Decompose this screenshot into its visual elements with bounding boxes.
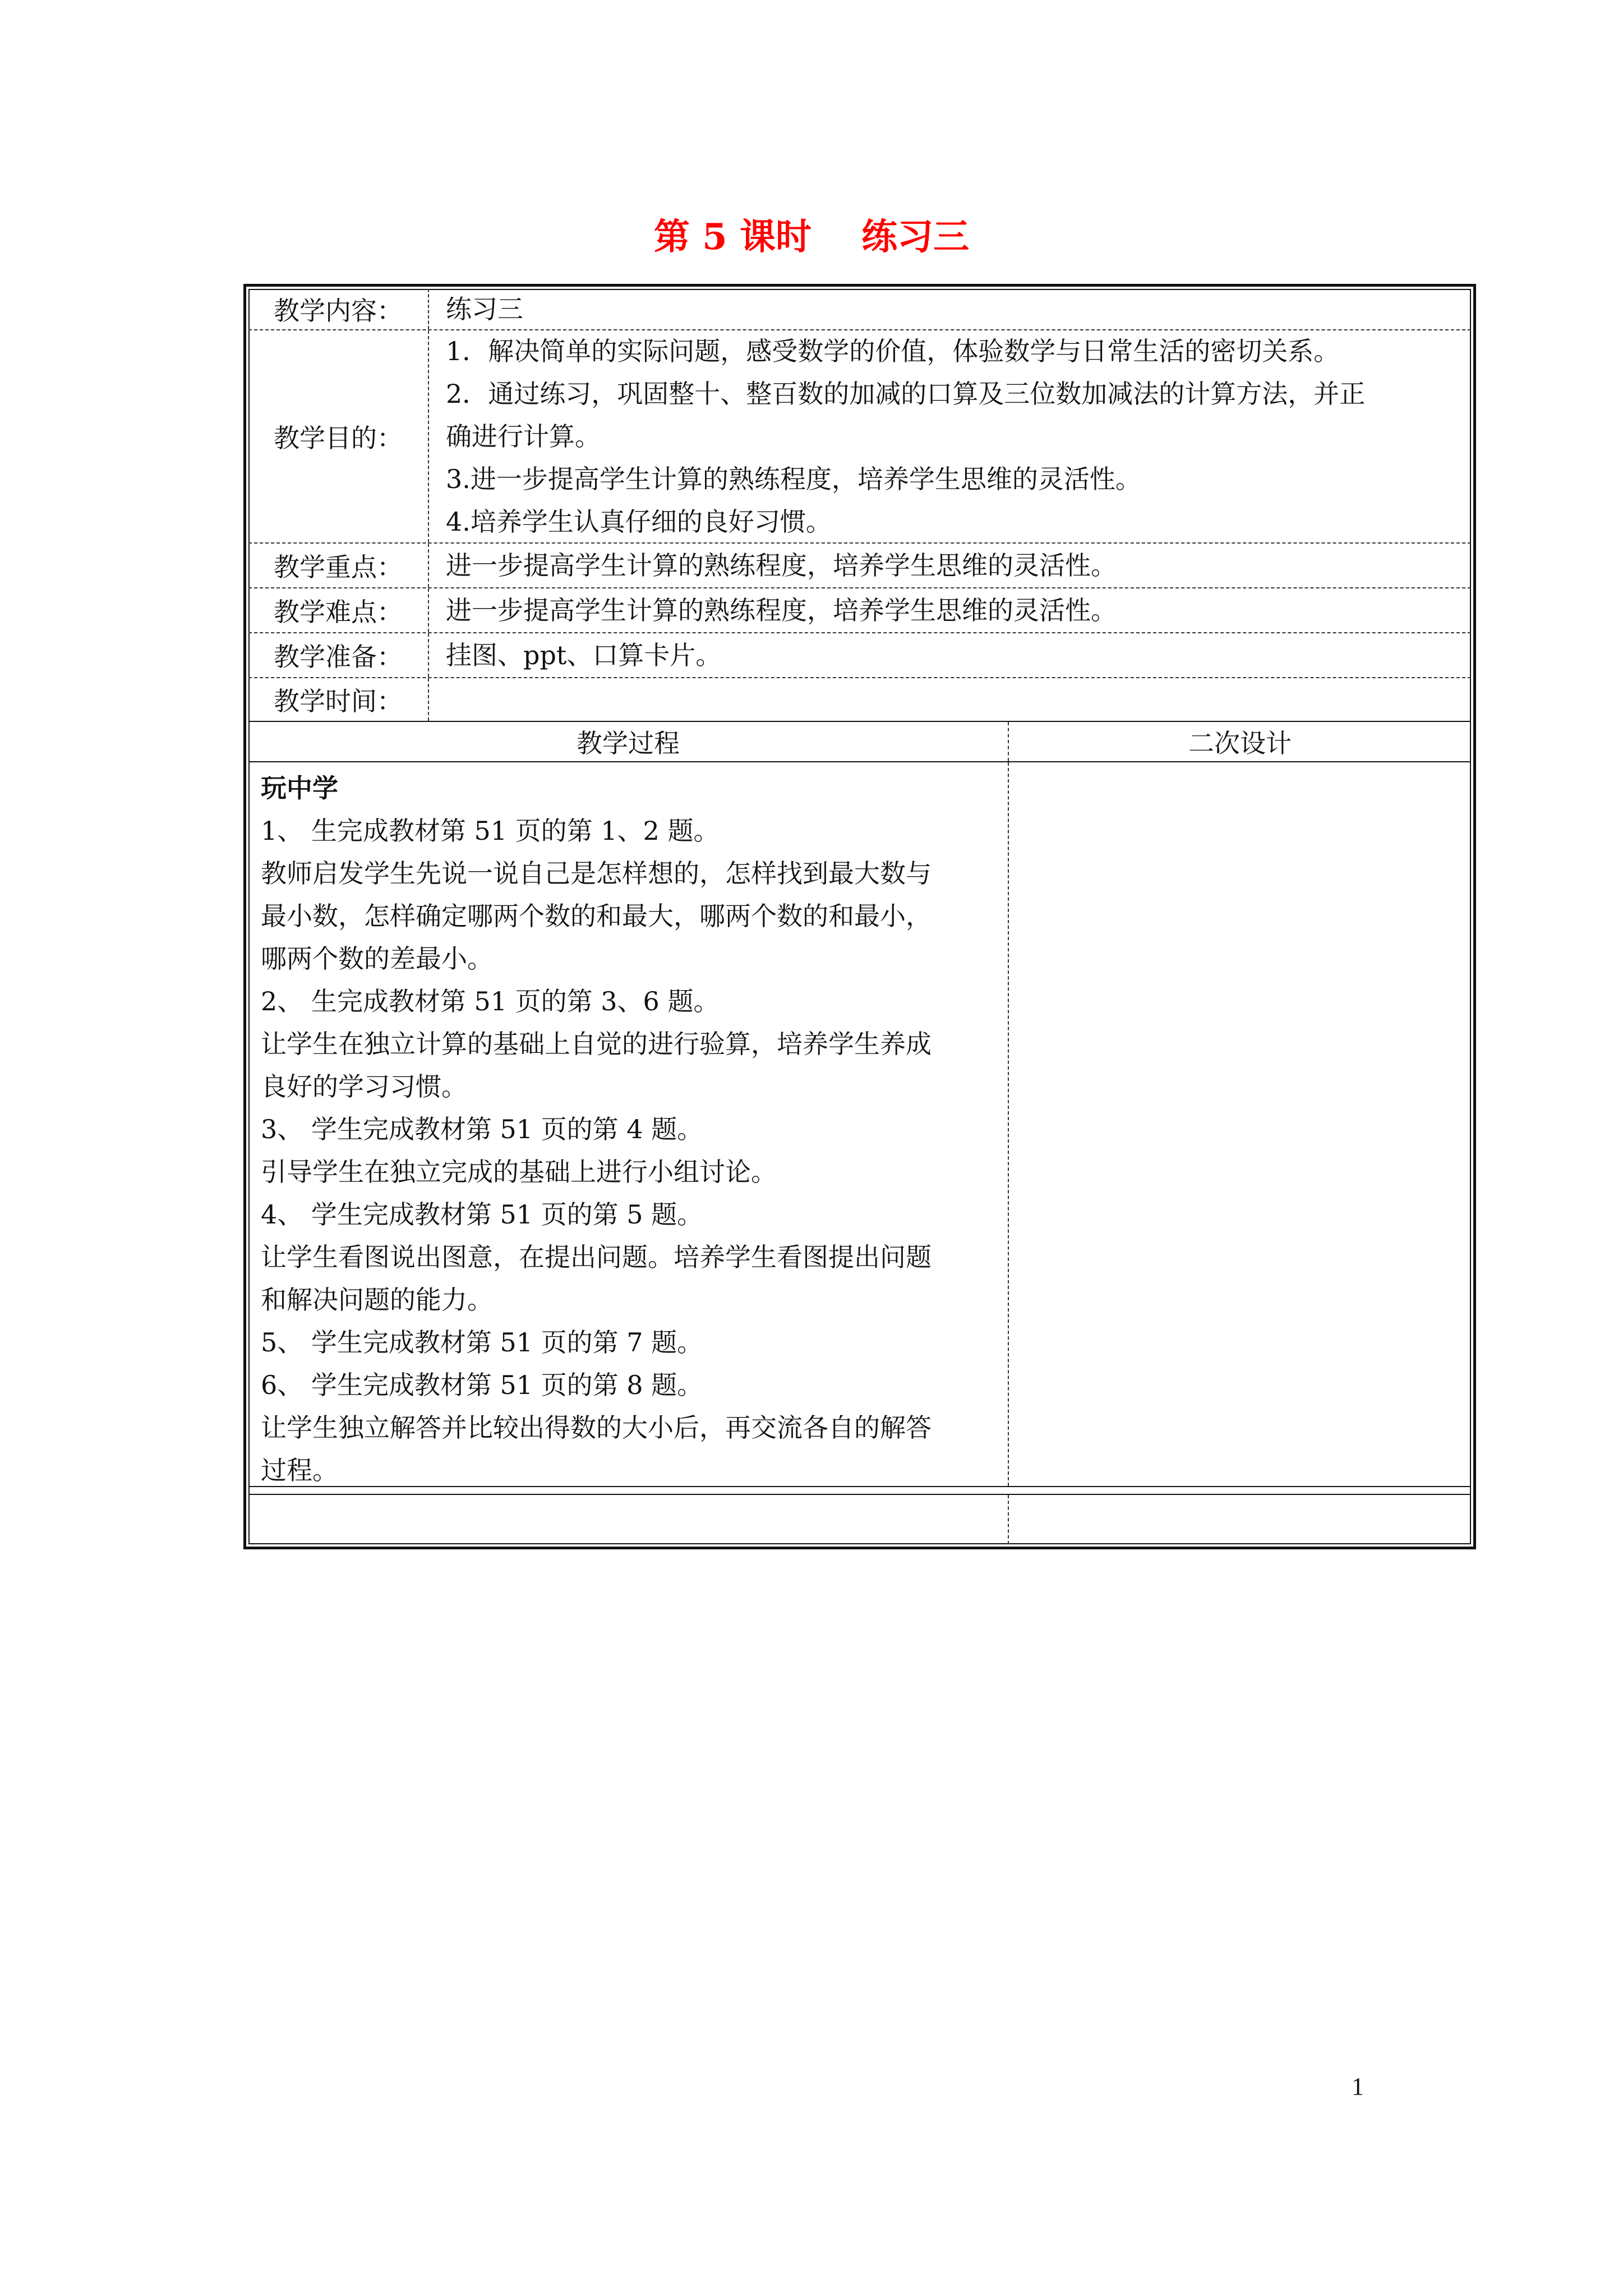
goal-line: 2．通过练习，巩固整十、整百数的加减的口算及三位数加减法的计算方法，并正: [446, 379, 1366, 409]
process-heading: 玩中学: [261, 773, 338, 803]
second-design-header: 二次设计: [1188, 728, 1292, 758]
value-difficult-points: [429, 588, 1471, 632]
label-preparation: 教学准备：: [248, 633, 429, 677]
value-teaching-content: [429, 289, 1471, 329]
page-number: 1: [1352, 2073, 1364, 2100]
row-preparation: [248, 633, 1471, 678]
bottom-right-cell: [1009, 1495, 1471, 1544]
text-line: 进一步提高学生计算的熟练程度，培养学生思维的灵活性。: [446, 550, 1117, 581]
value-teaching-time: [429, 678, 1471, 721]
row-teaching-content: [248, 289, 1471, 330]
value-teaching-goals: [429, 330, 1471, 542]
page-title: 第 5 课时 练习三: [653, 216, 970, 258]
process-line: 过程。: [261, 1455, 338, 1485]
process-line: 6、 学生完成教材第 51 页的第 8 题。: [261, 1370, 703, 1400]
process-line: 5、 学生完成教材第 51 页的第 7 题。: [261, 1327, 703, 1358]
process-line: 引导学生在独立完成的基础上进行小组讨论。: [261, 1157, 777, 1187]
goal-line: 1．解决简单的实际问题，感受数学的价值，体验数学与日常生活的密切关系。: [446, 336, 1340, 366]
goal-line: 4.培养学生认真仔细的良好习惯。: [446, 507, 832, 537]
process-line: 让学生在独立计算的基础上自觉的进行验算，培养学生养成: [261, 1029, 932, 1059]
process-line: 最小数，怎样确定哪两个数的和最大，哪两个数的和最小，: [261, 901, 932, 931]
value-preparation: [429, 633, 1471, 677]
process-header-row: [248, 721, 1471, 762]
process-line: 教师启发学生先说一说自己是怎样想的，怎样找到最大数与: [261, 858, 932, 889]
goal-line: 3.进一步提高学生计算的熟练程度，培养学生思维的灵活性。: [446, 464, 1141, 494]
bottom-left-cell: [248, 1495, 1009, 1544]
process-body-row: [248, 762, 1471, 1487]
process-header: 教学过程: [248, 722, 1009, 761]
goal-line: 确进行计算。: [446, 421, 601, 452]
process-line: 让学生看图说出图意，在提出问题。培养学生看图提出问题: [261, 1242, 932, 1272]
row-difficult-points: [248, 588, 1471, 633]
process-line: 哪两个数的差最小。: [261, 944, 493, 974]
row-teaching-time: [248, 678, 1471, 721]
process-content: [248, 762, 1009, 1486]
label-teaching-goals: 教学目的：: [248, 330, 429, 542]
text-line: 挂图、ppt、口算卡片。: [446, 640, 722, 670]
value-key-points: [429, 544, 1471, 587]
label-key-points: 教学重点：: [248, 544, 429, 587]
label-teaching-content: 教学内容：: [248, 289, 429, 329]
row-key-points: [248, 544, 1471, 588]
bottom-empty-row: [248, 1494, 1471, 1544]
text-line: 练习三: [446, 294, 523, 324]
label-teaching-time: 教学时间：: [248, 678, 429, 721]
process-line: 3、 学生完成教材第 51 页的第 4 题。: [261, 1114, 703, 1144]
text-line: 进一步提高学生计算的熟练程度，培养学生思维的灵活性。: [446, 595, 1117, 625]
label-difficult-points: 教学难点：: [248, 588, 429, 632]
process-line: 良好的学习习惯。: [261, 1071, 467, 1102]
process-line: 1、 生完成教材第 51 页的第 1、2 题。: [261, 816, 720, 846]
process-line: 和解决问题的能力。: [261, 1285, 493, 1315]
process-line: 4、 学生完成教材第 51 页的第 5 题。: [261, 1199, 703, 1230]
process-line: 2、 生完成教材第 51 页的第 3、6 题。: [261, 986, 720, 1016]
second-design-content: [1009, 762, 1471, 1486]
process-line: 让学生独立解答并比较出得数的大小后，再交流各自的解答: [261, 1412, 932, 1443]
row-teaching-goals: [248, 330, 1471, 544]
